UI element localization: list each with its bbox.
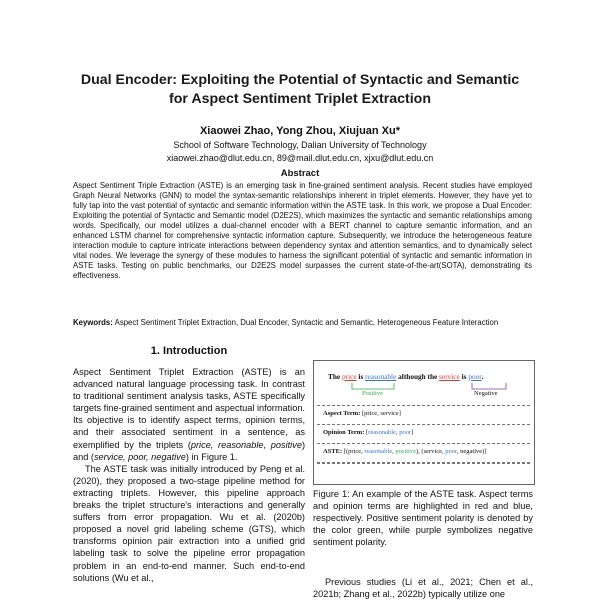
figure-row-aste: ASTE: [(price, reasonable, positive), (service, poor, negative)] xyxy=(317,443,530,459)
figure-row-opinion: Opinion Term: [reasonable, poor] xyxy=(317,424,530,440)
intro-paragraph-1: Aspect Sentiment Triplet Extraction (ASTE) is an advanced natural language processing task. In contrast to traditional sentiment analysis tasks, ASTE specifically targets fine-grained sentiment and aspectual information. Its objective is to identify aspect terms, opinion terms, and their associated sentiment in a sentence, as exemplified by the triplets (price, reasonable, positive) and (service, poor, negative) in Figure 1. xyxy=(73,367,305,462)
section-heading-introduction: 1. Introduction xyxy=(150,345,228,357)
figure-relation-arrows xyxy=(314,361,534,411)
figure-row-divider xyxy=(317,462,530,464)
keywords xyxy=(73,318,532,328)
positive-label: Positive xyxy=(362,390,383,397)
paper-title-line-2: for Aspect Sentiment Triplet Extraction xyxy=(169,91,431,107)
authors: Xiaowei Zhao, Yong Zhou, Xiujuan Xu* xyxy=(199,125,401,137)
figure-example-sentence: The price is reasonable although the service is poor. xyxy=(328,372,484,381)
introduction-body xyxy=(73,366,305,584)
abstract-text: Aspect Sentiment Triple Extraction (ASTE) is an emerging task in fine-grained sentiment analysis. Recent studies have employed Graph Neural Networks (GNN) to model the syntax-semantic relationships inherent in triplet elements. However, they have yet to fully tap into the vast potential of syntactic and semantic information within the ASTE task. In this work, we propose a Dual Encoder: Exploiting the potential of Syntactic and Semantic model (D2E2S), which maximizes the syntactic and semantic relationships among words. Specifically, our model utilizes a dual-channel encoder with a BERT channel to capture semantic information, and an enhanced LSTM channel for comprehensive syntactic information capture. Subsequently, we introduce the heterogeneous feature interaction module to capture intricate interactions between dependency syntax and attention semantics, and to dynamically select vital nodes. We leverage the synergy of these modules to harness the significant potential of syntactic and semantic information in ASTE tasks. Testing on public benchmarks, our D2E2S model surpasses the current state-of-the-art(SOTA), demonstrating its effectiveness. xyxy=(73,181,532,281)
keywords-text: Aspect Sentiment Triplet Extraction, Dual Encoder, Syntactic and Semantic, Heterogeneous Feature Interaction xyxy=(114,318,499,327)
emails: xiaowei.zhao@dlut.edu.cn, 89@mail.dlut.edu.cn, xjxu@dlut.edu.cn xyxy=(166,153,434,163)
figure-1-caption: Figure 1: An example of the ASTE task. Aspect terms and opinion terms are highlighted in red and blue, respectively. Positive sentiment polarity is denoted by the color green, while purple symbolizes negative sentiment polarity. xyxy=(313,489,533,548)
column-2-text: Previous studies (Li et al., 2021; Chen et al., 2021b; Zhang et al., 2022b) typically utilize one xyxy=(313,577,533,600)
negative-label: Negative xyxy=(474,390,498,397)
keywords-label: Keywords: xyxy=(73,318,113,327)
affiliation: School of Software Technology, Dalian University of Technology xyxy=(173,140,427,150)
opinion-reasonable: reasonable xyxy=(365,372,397,381)
opinion-poor: poor xyxy=(468,372,482,381)
aspect-price: price xyxy=(342,372,357,381)
paper-title-line-1: Dual Encoder: Exploiting the Potential of Syntactic and Semantic xyxy=(80,72,520,88)
intro-paragraph-2: The ASTE task was initially introduced by Peng et al. (2020), they proposed a two-stage pipeline method for extracting triplets. However, this pipeline approach breaks the triplet structure's interactions and generally suffers from error propagation. Wu et al. (2020b) proposed a novel grid labeling scheme (GTS), which transforms opinion pair extraction into a unified grid labeling task to solve the pipeline error propagation problem in an end-to-end manner. Such end-to-end solutions (Wu et al., xyxy=(73,463,305,583)
abstract-heading: Abstract xyxy=(280,168,320,179)
aspect-service: service xyxy=(439,372,460,381)
negative-arc xyxy=(472,383,506,389)
positive-arc xyxy=(352,383,394,389)
figure-row-aspect: Aspect Term: [price, service] xyxy=(317,405,530,421)
figure-1 xyxy=(313,360,535,485)
